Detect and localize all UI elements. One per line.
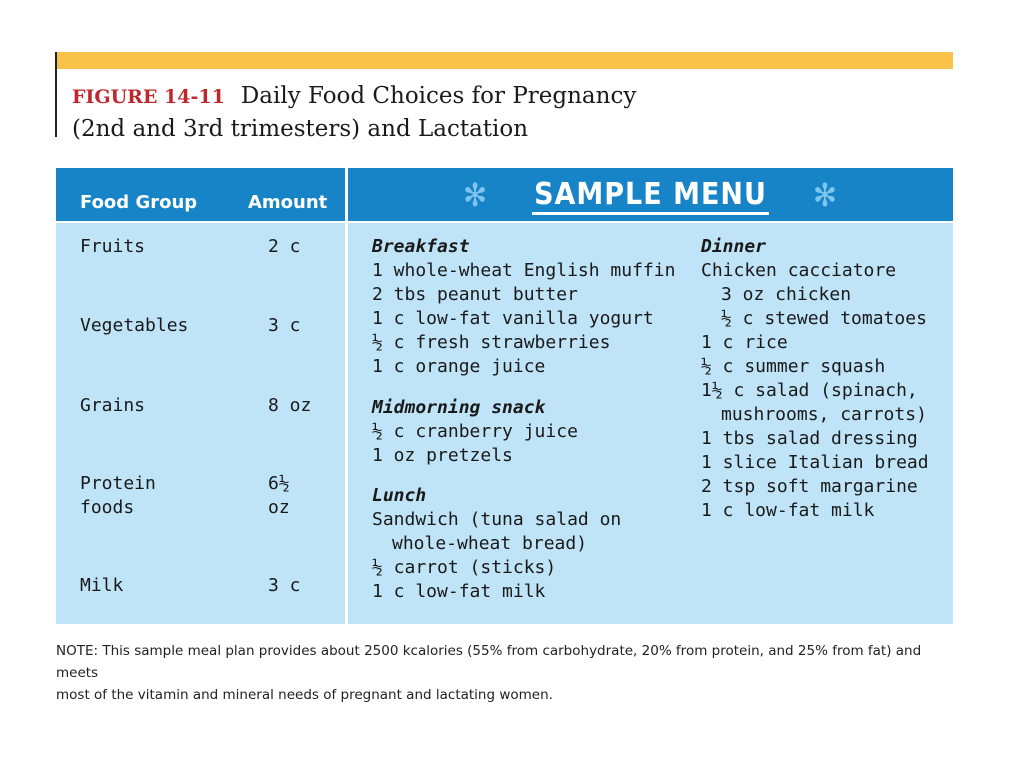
- list-item: 1 c rice: [701, 332, 788, 353]
- list-item: Chicken cacciatore: [701, 260, 897, 281]
- list-item: ½ c summer squash: [701, 356, 886, 377]
- sample-menu-column: [348, 223, 953, 624]
- sample-menu-header: [348, 176, 953, 214]
- list-item: ½ c stewed tomatoes: [721, 308, 927, 329]
- list-item: 1 slice Italian bread: [701, 452, 929, 473]
- list-item: 1½ c salad (spinach,: [701, 380, 918, 401]
- food-groups-column: [56, 223, 345, 624]
- figure-title-line2: (2nd and 3rd trimesters) and Lactation: [72, 116, 529, 142]
- meal-snack: [372, 396, 578, 468]
- accent-bar: [56, 52, 953, 69]
- food-group-vegetables: Vegetables: [80, 315, 189, 336]
- list-item: Sandwich (tuna salad on: [372, 509, 622, 530]
- list-item: ½ carrot (sticks): [372, 557, 557, 578]
- figure-label: FIGURE 14-11: [72, 86, 225, 108]
- list-item: 1 c low-fat vanilla yogurt: [372, 308, 654, 329]
- list-item: 3 oz chicken: [721, 284, 852, 305]
- food-group-grains: Grains: [80, 395, 146, 416]
- list-item: 1 c low-fat milk: [372, 581, 546, 602]
- figure-heading: [72, 80, 932, 145]
- asterisk-icon-left: ✻: [462, 176, 489, 214]
- amount-vegetables: 3 c: [268, 315, 301, 336]
- food-group-protein-line2: foods: [80, 497, 135, 518]
- food-group-milk: Milk: [80, 575, 124, 596]
- figure-title-line1: Daily Food Choices for Pregnancy: [240, 83, 637, 109]
- food-table: [56, 168, 953, 624]
- table-header-left: [56, 168, 345, 221]
- amount-fruits: 2 c: [268, 236, 301, 257]
- lunch-items: [372, 508, 621, 604]
- meal-lunch: [372, 484, 621, 604]
- meal-breakfast: [372, 235, 675, 379]
- list-item: 1 c orange juice: [372, 356, 546, 377]
- footnote-line-1: NOTE: This sample meal plan provides about 2500 kcalories (55% from carbohydrate, 20% from protein, and 25% from fat) and meets: [56, 643, 922, 681]
- list-item: 1 oz pretzels: [372, 445, 513, 466]
- col-header-amount: Amount: [248, 192, 328, 213]
- amount-milk: 3 c: [268, 575, 301, 596]
- meal-name-dinner: Dinner: [701, 236, 767, 257]
- breakfast-items: [372, 259, 675, 379]
- list-item: ½ c fresh strawberries: [372, 332, 611, 353]
- snack-items: [372, 420, 578, 468]
- amount-grains: 8 oz: [268, 395, 312, 416]
- meal-name-snack: Midmorning snack: [372, 397, 546, 418]
- footnote-line-2: most of the vitamin and mineral needs of pregnant and lactating women.: [56, 687, 553, 703]
- footnote: [56, 640, 956, 706]
- list-item: whole-wheat bread): [392, 533, 588, 554]
- list-item: ½ c cranberry juice: [372, 421, 578, 442]
- asterisk-icon-right: ✻: [812, 176, 839, 214]
- amount-protein: 6½ oz: [268, 473, 290, 518]
- meal-name-breakfast: Breakfast: [372, 236, 470, 257]
- table-header-right: [348, 168, 953, 221]
- list-item: 1 whole-wheat English muffin: [372, 260, 676, 281]
- food-group-protein: Protein: [80, 473, 156, 494]
- dinner-items: [701, 259, 929, 523]
- list-item: 1 c low-fat milk: [701, 500, 875, 521]
- col-header-food-group: Food Group: [80, 192, 198, 213]
- list-item: 2 tsp soft margarine: [701, 476, 918, 497]
- sample-menu-title: SAMPLE MENU: [532, 177, 769, 215]
- list-item: 2 tbs peanut butter: [372, 284, 578, 305]
- list-item: 1 tbs salad dressing: [701, 428, 918, 449]
- list-item: mushrooms, carrots): [721, 404, 927, 425]
- food-group-fruits: Fruits: [80, 236, 146, 257]
- meal-dinner: [701, 235, 929, 523]
- vertical-rule: [55, 52, 57, 137]
- meal-name-lunch: Lunch: [372, 485, 427, 506]
- heading-line-1: [72, 80, 932, 113]
